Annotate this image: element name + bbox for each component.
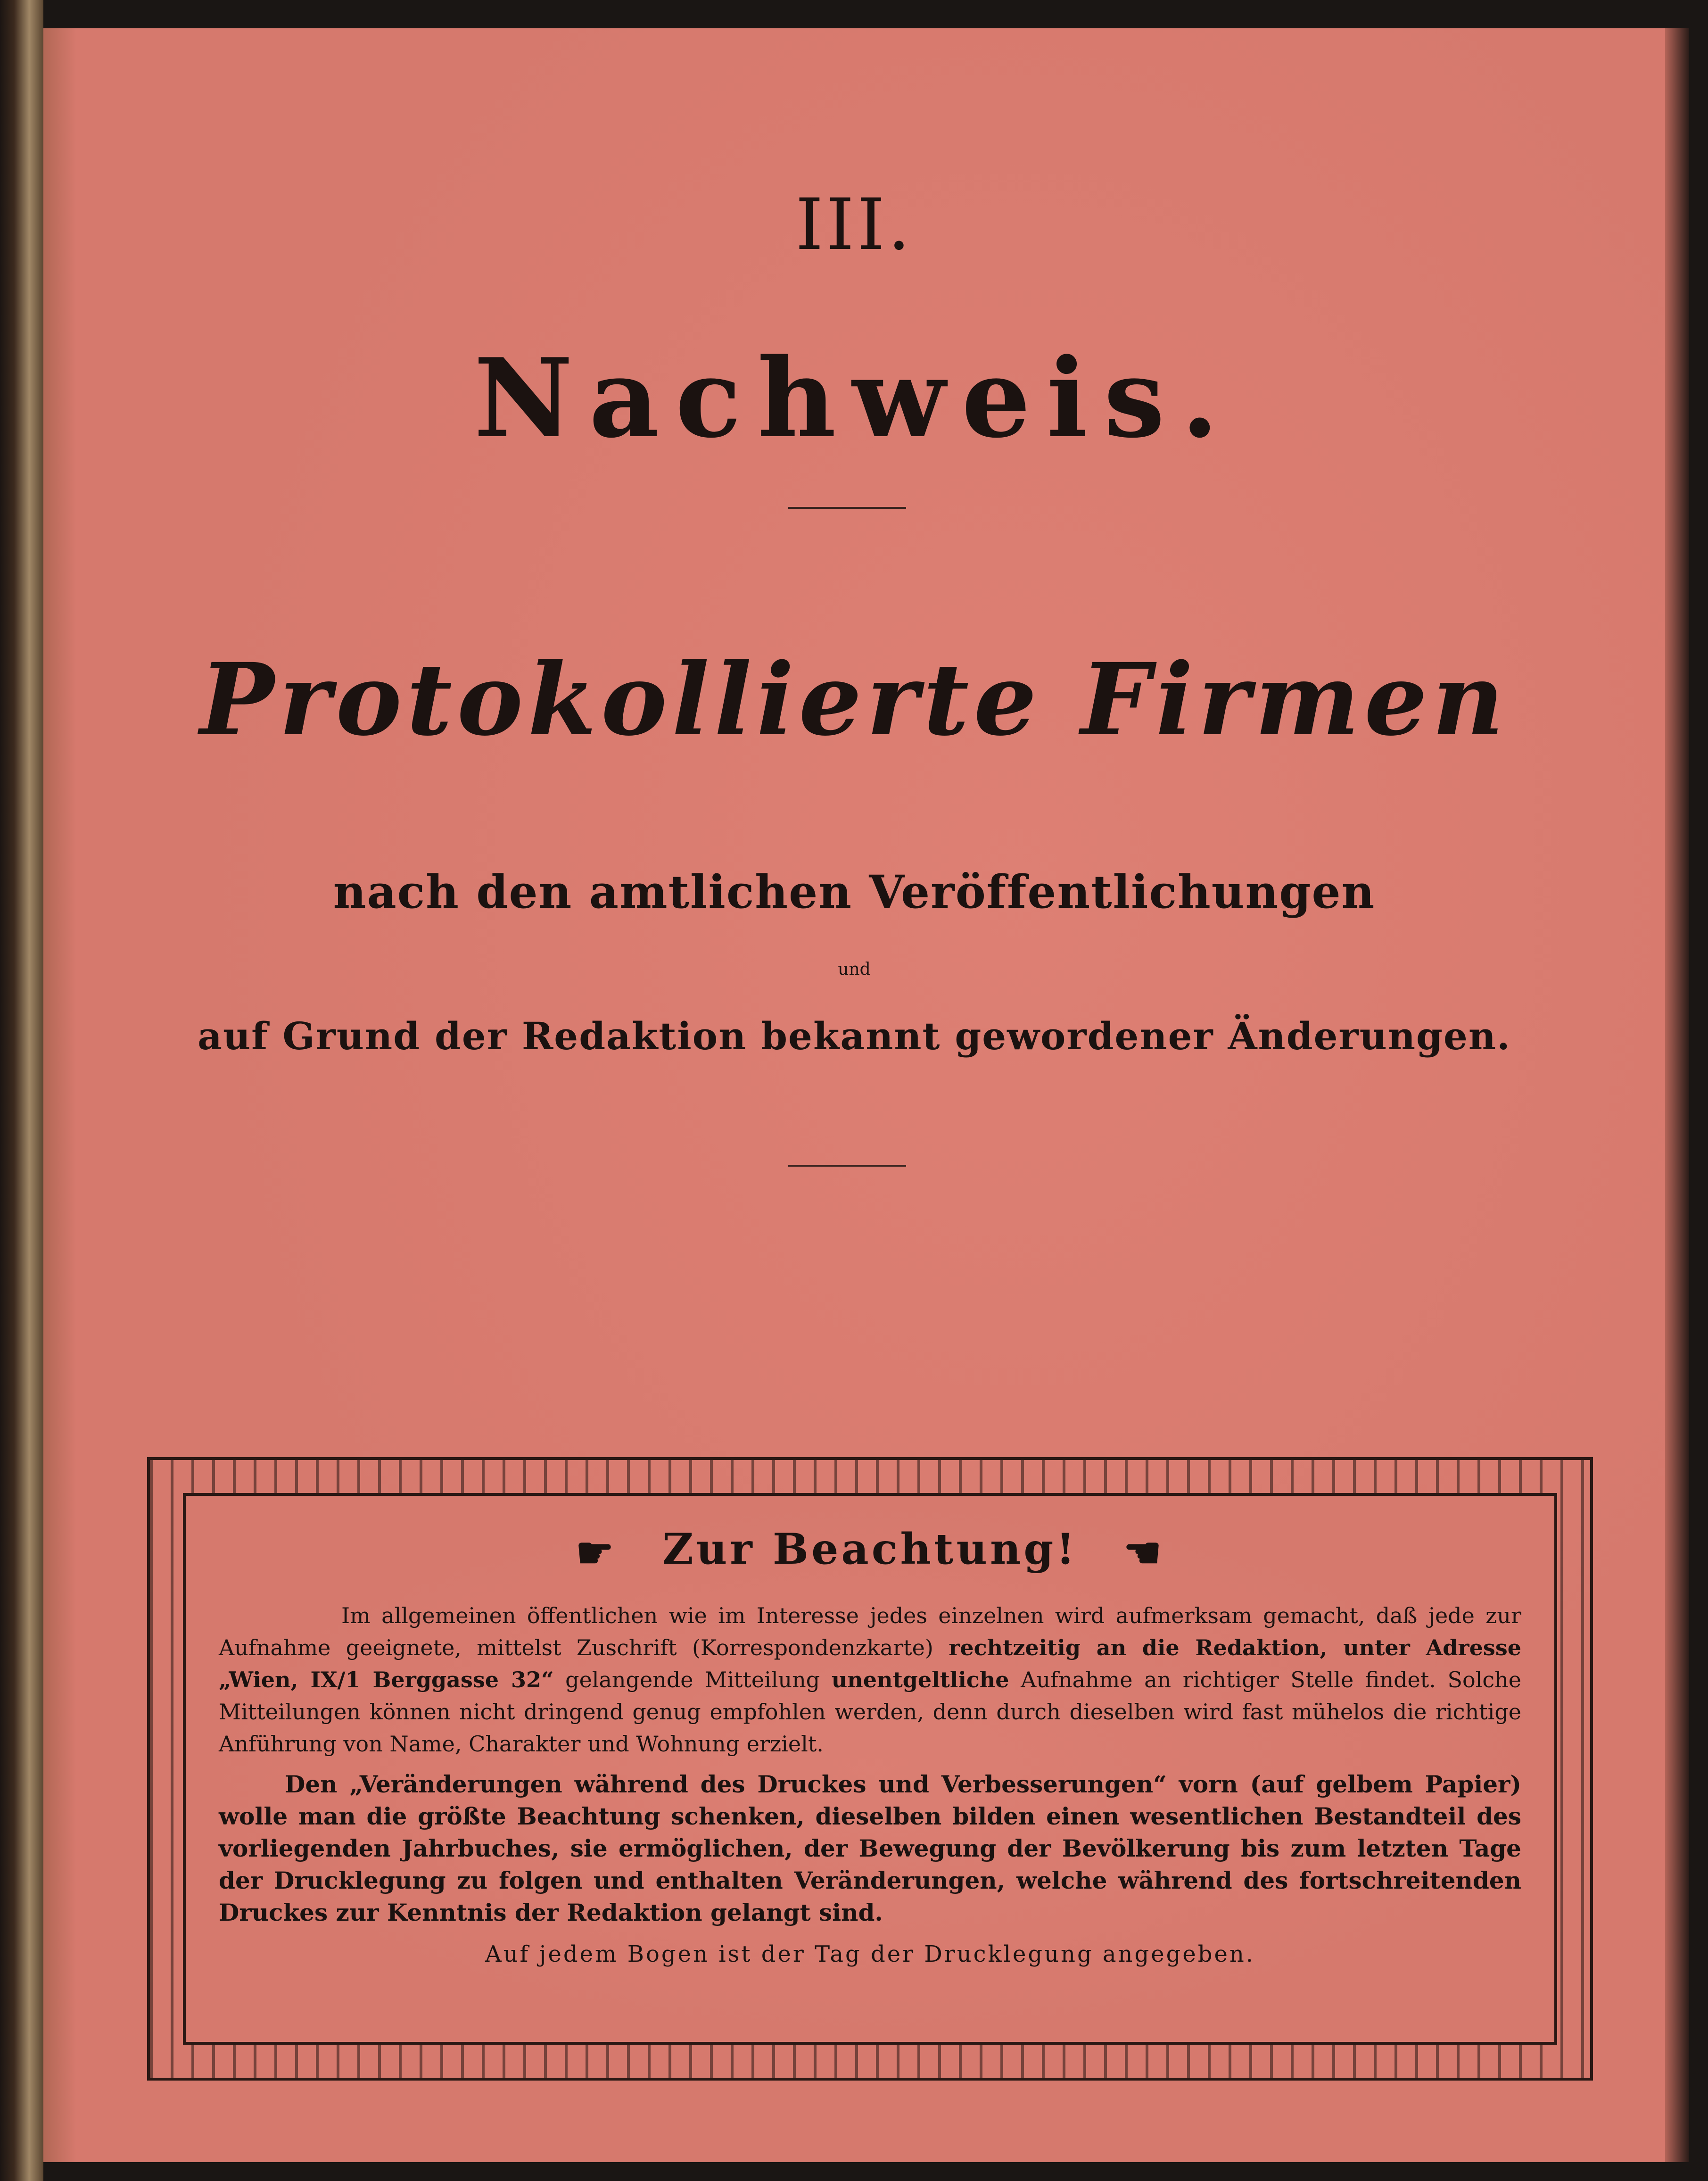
notice-text: Im allgemeinen öffentlichen wie im Interesse jedes einzelnen wird aufmerksam gemacht, daß jede zur Aufnahme geeignete, mittelst Zuschrift (Korrespondenzkarte) bbox=[219, 1603, 1521, 1660]
notice-text: gelangende Mitteilung bbox=[553, 1667, 832, 1692]
notice-text: Aufnahme an richtiger Stelle findet. Solche Mitteilungen können nicht dringend genug empfohlen werden, denn durch dieselben wird fast mühelos die richtige Anführung von Name, Charakter und Wohnung erzielt. bbox=[219, 1667, 1521, 1757]
subtitle-line-1: nach den amtlichen Veröffentlichungen bbox=[333, 865, 1376, 919]
notice-paragraph-3: Auf jedem Bogen ist der Tag der Drucklegung angegeben. bbox=[485, 1941, 1255, 1967]
subtitle-connector: und bbox=[838, 960, 871, 979]
page-edge bbox=[1665, 28, 1689, 2162]
page-title: Nachweis. bbox=[474, 335, 1235, 462]
notice-box bbox=[183, 1493, 1557, 2045]
notice-emphasis: unentgeltliche bbox=[831, 1667, 1009, 1692]
section-number: III. bbox=[795, 184, 913, 266]
pointing-hand-left-icon: ☚ bbox=[1123, 1527, 1164, 1578]
notice-frame bbox=[147, 1457, 1593, 2081]
divider-bottom bbox=[788, 1165, 906, 1167]
notice-heading bbox=[186, 1524, 1554, 1578]
subtitle-line-2: auf Grund der Redaktion bekannt gewordener Änderungen. bbox=[198, 1014, 1511, 1058]
document-page bbox=[43, 28, 1665, 2162]
notice-paragraph-2: Den „Veränderungen während des Druckes und Verbesserungen“ vorn (auf gelbem Papier) wolle man die größte Beachtung schenken, dieselben bilden einen wesentlichen Bestandteil des vorliegenden Jahrbuches, sie ermöglichen, der Bewegung der Bevölkerung bis zum letzten Tage der Drucklegung zu folgen und enthalten Veränderungen, welche während des fortschreitenden Druckes zur Kenntnis der Redaktion gelangt sind. bbox=[219, 1770, 1521, 1926]
page-subtitle: Protokollierte Firmen bbox=[199, 641, 1509, 758]
divider-top bbox=[788, 507, 906, 509]
pointing-hand-right-icon: ☛ bbox=[576, 1527, 617, 1578]
notice-title: Zur Beachtung! bbox=[662, 1524, 1078, 1574]
notice-body bbox=[219, 1600, 1521, 1970]
book-spine bbox=[0, 0, 43, 2181]
notice-address: rechtzeitig an die Redaktion, unter Adresse „Wien, IX/1 Berggasse 32“ bbox=[219, 1635, 1521, 1692]
notice-paragraph-1 bbox=[219, 1600, 1521, 1760]
